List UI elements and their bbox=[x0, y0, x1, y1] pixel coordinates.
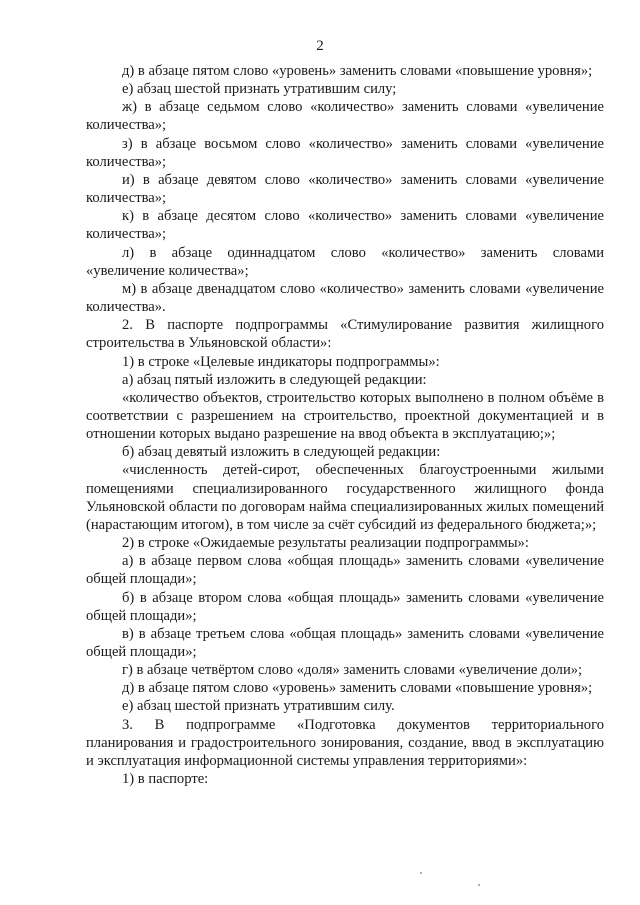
paragraph: е) абзац шестой признать утратившим силу; bbox=[122, 81, 397, 98]
paragraph: 2) в строке «Ожидаемые результаты реализации подпрограммы»: bbox=[122, 535, 529, 552]
paragraph: 2. В паспорте подпрограммы «Стимулирование развития жилищного строительства в Ульяновской области»: bbox=[86, 317, 604, 352]
paragraph: л) в абзаце одиннадцатом слово «количество» заменить словами «увеличение количества»; bbox=[86, 244, 604, 279]
paragraph: б) в абзаце втором слова «общая площадь» заменить словами «увеличение общей площади»; bbox=[86, 589, 604, 624]
paragraph: б) абзац девятый изложить в следующей редакции: bbox=[122, 444, 441, 461]
paragraph: ж) в абзаце седьмом слово «количество» заменить словами «увеличение количества»; bbox=[86, 99, 604, 134]
paragraph: 1) в паспорте: bbox=[122, 771, 209, 788]
paragraph: «численность детей-сирот, обеспеченных благоустроенными жилыми помещениями специализированного государственного жилищного фонда Ульяновской области по договорам найма специализированных жилых помещений (нарастающим итогом), в том числе за счёт субсидий из федерального бюджета;»; bbox=[86, 462, 604, 533]
paragraph: и) в абзаце девятом слово «количество» заменить словами «увеличение количества»; bbox=[86, 171, 604, 207]
paragraph: 1) в строке «Целевые индикаторы подпрограммы»: bbox=[122, 353, 440, 370]
scan-speck bbox=[420, 872, 422, 874]
paragraph: «количество объектов, строительство которых выполнено в полном объёме в соответствии с разрешением на строительство, проектной документацией и в отношении которых выдано разрешение на ввод объекта в эксплуатацию;»; bbox=[86, 389, 604, 443]
paragraph: а) абзац пятый изложить в следующей редакции: bbox=[122, 371, 427, 388]
document-body bbox=[86, 62, 604, 788]
paragraph: д) в абзаце пятом слово «уровень» заменить словами «повышение уровня»; bbox=[122, 680, 593, 697]
paragraph: в) в абзаце третьем слова «общая площадь» заменить словами «увеличение общей площади»; bbox=[86, 625, 604, 660]
scan-speck bbox=[478, 884, 480, 886]
paragraph: е) абзац шестой признать утратившим силу. bbox=[122, 698, 395, 715]
paragraph: з) в абзаце восьмом слово «количество» заменить словами «увеличение количества»; bbox=[86, 135, 604, 170]
paragraph: к) в абзаце десятом слово «количество» заменить словами «увеличение количества»; bbox=[86, 208, 604, 243]
page-number: 2 bbox=[316, 38, 324, 54]
paragraph: а) в абзаце первом слова «общая площадь» заменить словами «увеличение общей площади»; bbox=[86, 553, 604, 588]
paragraph: 3. В подпрограмме «Подготовка документов территориального планирования и градостроительного зонирования, создание, ввод в эксплуатацию и эксплуатация информационной системы управления территориями»: bbox=[86, 716, 604, 769]
paragraph: г) в абзаце четвёртом слово «доля» заменить словами «увеличение доли»; bbox=[122, 662, 583, 679]
paragraph: м) в абзаце двенадцатом слово «количество» заменить словами «увеличение количества». bbox=[86, 280, 604, 316]
paragraph: д) в абзаце пятом слово «уровень» заменить словами «повышение уровня»; bbox=[122, 63, 593, 79]
